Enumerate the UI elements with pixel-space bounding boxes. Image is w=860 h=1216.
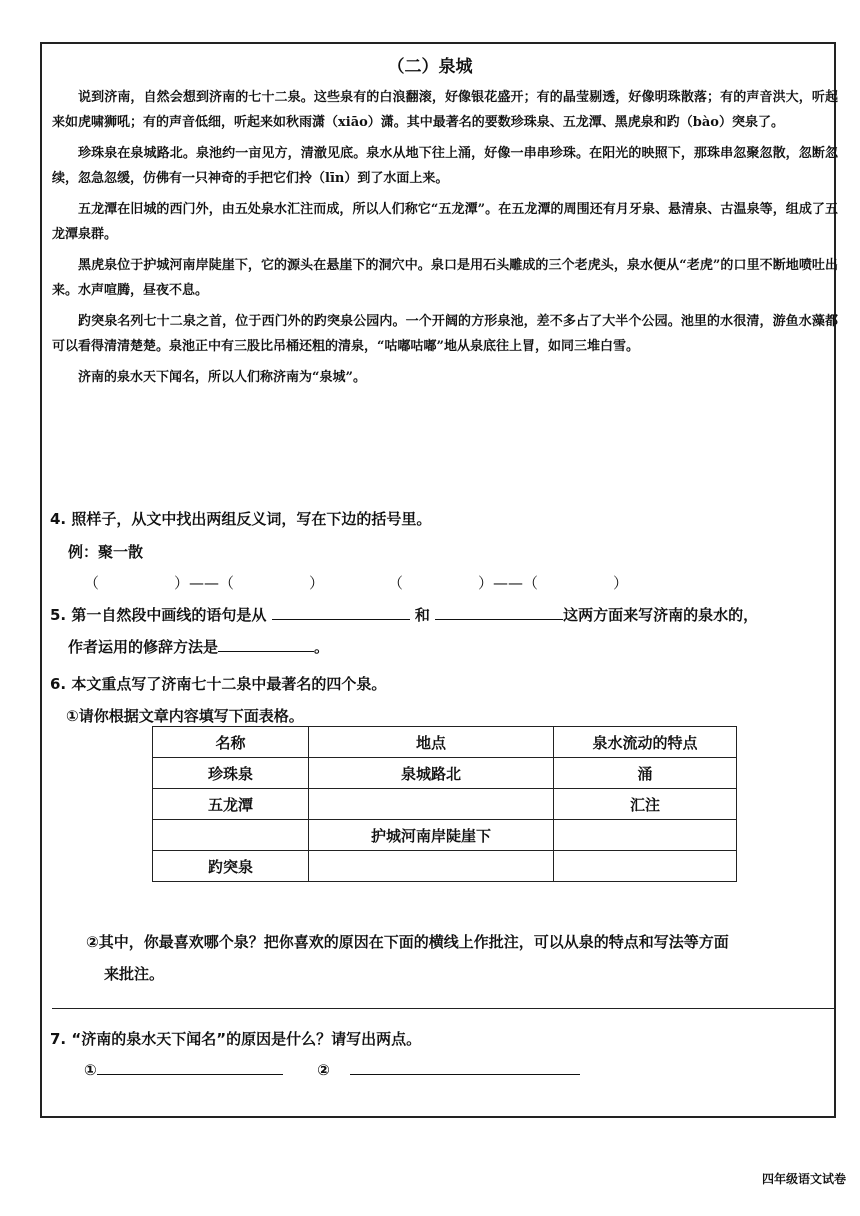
- passage: [52, 86, 838, 398]
- question-4: 4. 照样子，从文中找出两组反义词，写在下边的括号里。: [50, 510, 432, 528]
- table-cell: 趵突泉: [153, 851, 309, 882]
- table-header: 名称: [153, 727, 309, 758]
- table-header: 地点: [309, 727, 554, 758]
- q5-text-e: 。: [314, 638, 330, 656]
- q7-mark-1: ①: [84, 1061, 97, 1079]
- q7-blank-1[interactable]: [97, 1060, 283, 1075]
- q4-answer-pair-1[interactable]: （ ）——（ ）: [84, 574, 325, 592]
- q5-text-c: 这两方面来写济南的泉水的，: [563, 606, 759, 624]
- table-cell: 护城河南岸陡崖下: [309, 820, 554, 851]
- paragraph-1: 说到济南，自然会想到济南的七十二泉。这些泉有的白浪翻滚，好像银花盛开；有的晶莹剔透，好像明珠散落；有的声音洪大，听起来如虎啸狮吼；有的声音低细，听起来如秋雨潇（xiāo）潇。其中最著名的要数珍珠泉、五龙潭、黑虎泉和趵（bào）突泉了。: [52, 90, 838, 130]
- table-cell: 珍珠泉: [153, 758, 309, 789]
- question-5-line-2: [68, 636, 329, 657]
- table-cell: 五龙潭: [153, 789, 309, 820]
- q7-mark-2: ②: [317, 1061, 330, 1079]
- question-6-sub-2-line-1: ②其中，你最喜欢哪个泉？把你喜欢的原因在下面的横线上作批注，可以从泉的特点和写法等方面: [86, 933, 729, 951]
- spring-table: [152, 726, 737, 882]
- paragraph-6: 济南的泉水天下闻名，所以人们称济南为“泉城”。: [78, 370, 366, 385]
- q5-text-a: 5. 第一自然段中画线的语句是从: [50, 606, 267, 624]
- paragraph-4: 黑虎泉位于护城河南岸陡崖下，它的源头在悬崖下的洞穴中。泉口是用石头雕成的三个老虎头，泉水便从“老虎”的口里不断地喷吐出来。水声喧腾，昼夜不息。: [52, 258, 838, 298]
- question-4-example: 例：聚一散: [68, 543, 144, 561]
- question-6: 6. 本文重点写了济南七十二泉中最著名的四个泉。: [50, 675, 387, 693]
- q5-text-b: 和: [414, 606, 430, 624]
- q4-answer-pair-2[interactable]: （ ）——（ ）: [388, 574, 629, 592]
- footer-label: 四年级语文试卷: [761, 1172, 846, 1186]
- table-cell-blank[interactable]: [153, 820, 309, 851]
- table-cell: 涌: [554, 758, 737, 789]
- table-cell-blank[interactable]: [309, 851, 554, 882]
- paragraph-2: 珍珠泉在泉城路北。泉池约一亩见方，清澈见底。泉水从地下往上涌，好像一串串珍珠。在阳光的映照下，那珠串忽聚忽散，忽断忽续，忽急忽缓，仿佛有一只神奇的手把它们拎（līn）到了水面上来。: [52, 146, 838, 186]
- table-row: [153, 820, 737, 851]
- table-cell: 泉城路北: [309, 758, 554, 789]
- table-cell-blank[interactable]: [554, 820, 737, 851]
- q5-blank-1[interactable]: [272, 605, 410, 620]
- q5-blank-3[interactable]: [218, 637, 314, 652]
- table-cell: 汇注: [554, 789, 737, 820]
- table-row: [153, 758, 737, 789]
- q5-blank-2[interactable]: [435, 605, 563, 620]
- passage-title: （二）泉城: [387, 57, 473, 77]
- q7-blank-2[interactable]: [350, 1060, 580, 1075]
- answer-line-6[interactable]: [52, 1008, 834, 1009]
- table-header: 泉水流动的特点: [554, 727, 737, 758]
- question-7-answers: [84, 1060, 580, 1079]
- question-6-sub-1: ①请你根据文章内容填写下面表格。: [66, 707, 304, 725]
- paragraph-5: 趵突泉名列七十二泉之首，位于西门外的趵突泉公园内。一个开阔的方形泉池，差不多占了大半个公园。池里的水很清，游鱼水藻都可以看得清清楚楚。泉池正中有三股比吊桶还粗的清泉，“咕嘟咕嘟”地从泉底往上冒，如同三堆白雪。: [52, 314, 838, 354]
- paragraph-3: 五龙潭在旧城的西门外，由五处泉水汇注而成，所以人们称它“五龙潭”。在五龙潭的周围还有月牙泉、悬清泉、古温泉等，组成了五龙潭泉群。: [52, 202, 838, 242]
- question-6-sub-2-line-2: 来批注。: [104, 965, 165, 983]
- table-row: [153, 789, 737, 820]
- question-5-line-1: [50, 604, 758, 625]
- q5-text-d: 作者运用的修辞方法是: [68, 638, 219, 656]
- table-row: [153, 851, 737, 882]
- question-7: 7. “济南的泉水天下闻名”的原因是什么？请写出两点。: [50, 1030, 422, 1048]
- table-cell-blank[interactable]: [554, 851, 737, 882]
- table-cell-blank[interactable]: [309, 789, 554, 820]
